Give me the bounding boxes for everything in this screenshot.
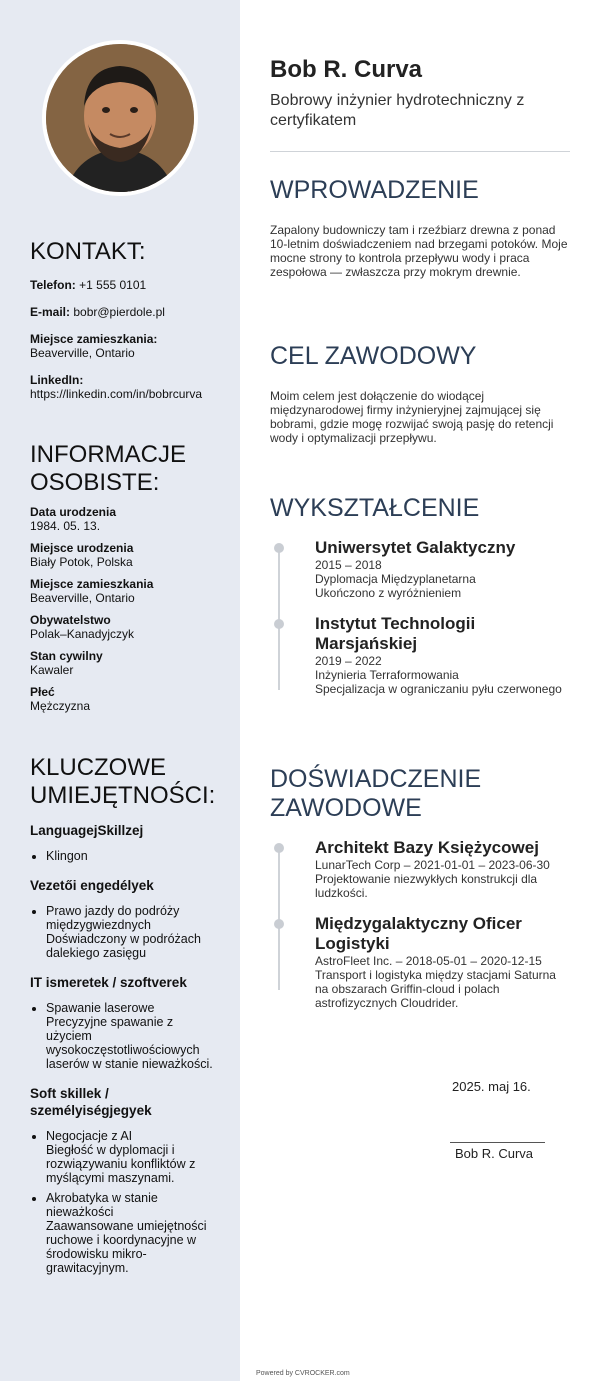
- skill-desc: Zaawansowane umiejętności ruchowe i koordynacyjne w środowisku mikro-grawitacyjnym.: [46, 1219, 207, 1275]
- personal-value: Beaverville, Ontario: [30, 591, 135, 605]
- personal-gender: [30, 685, 235, 713]
- contact-residence-label: Miejsce zamieszkania:: [30, 332, 158, 346]
- contact-residence-value: Beaverville, Ontario: [30, 346, 135, 360]
- experience-role: Międzygalaktyczny Oficer Logistyki: [315, 914, 522, 953]
- personal-birth-date: [30, 505, 235, 533]
- personal-birth-place: [30, 541, 235, 569]
- skill-group-items: [30, 1001, 220, 1071]
- skills-list: [30, 822, 220, 1289]
- education-note: Ukończono z wyróżnieniem: [315, 586, 462, 600]
- goal-text: Moim celem jest dołączenie do wiodącej międzynarodowej firmy inżynieryjnej zajmującej się bobrami, gdzie mogę rozwijać swoją pasję do retencji wody i optymalizacji przepływu.: [270, 389, 554, 445]
- experience-heading: [270, 765, 570, 823]
- contact-residence: [30, 332, 235, 360]
- skills-heading-line2: UMIEJĘTNOŚCI:: [30, 782, 216, 809]
- skill-group-title: IT ismeretek / szoftverek: [30, 975, 187, 990]
- skill-item: [46, 849, 220, 863]
- experience-item: [270, 838, 570, 900]
- education-school: Uniwersytet Galaktyczny: [315, 538, 516, 557]
- goal-heading: CEL ZAWODOWY: [270, 342, 477, 370]
- powered-by[interactable]: Powered by CVROCKER.com: [256, 1370, 350, 1377]
- contact-linkedin-label: LinkedIn:: [30, 373, 84, 387]
- experience-desc: Transport i logistyka między stacjami Saturna na obszarach Griffin-cloud i polach astrofizycznych Cloudrider.: [315, 968, 556, 1010]
- skill-item: [46, 904, 220, 960]
- skill-group-title: LanguagejSkillzej: [30, 823, 144, 838]
- contact-phone-label: Telefon:: [30, 278, 76, 292]
- personal-value: Mężczyzna: [30, 699, 91, 713]
- signature-name: Bob R. Curva: [455, 1146, 534, 1161]
- contact-phone: [30, 278, 235, 292]
- personal-label: Data urodzenia: [30, 505, 117, 519]
- timeline-dot: [274, 543, 284, 553]
- education-school: Instytut Technologii Marsjańskiej: [315, 614, 476, 653]
- education-years: 2015 – 2018: [315, 558, 382, 572]
- education-field: Dyplomacja Międzyplanetarna: [315, 572, 476, 586]
- experience-meta: LunarTech Corp – 2021-01-01 – 2023-06-30: [315, 858, 550, 872]
- contact-linkedin: [30, 373, 235, 401]
- skills-heading: [30, 754, 215, 810]
- personal-value: Biały Potok, Polska: [30, 555, 133, 569]
- skill-group-items: [30, 849, 220, 863]
- personal-label: Stan cywilny: [30, 649, 103, 663]
- skill-name: • Negocjacje z AI: [46, 1129, 133, 1143]
- contact-email-label: E-mail:: [30, 305, 71, 319]
- personal-residence: [30, 577, 235, 605]
- intro-heading: WPROWADZENIE: [270, 176, 479, 204]
- skill-group-title: Vezetői engedélyek: [30, 878, 154, 893]
- personal-citizenship: [30, 613, 235, 641]
- skill-desc: Precyzyjne spawanie z użyciem wysokoczęstotliwościowych laserów w stanie nieważkości.: [46, 1015, 213, 1071]
- timeline-dot: [274, 919, 284, 929]
- skill-desc: Biegłość w dyplomacji i rozwiązywaniu konfliktów z myślącymi maszynami.: [46, 1143, 196, 1185]
- personal-label: Miejsce zamieszkania: [30, 577, 154, 591]
- personal-value: 1984. 05. 13.: [30, 519, 101, 533]
- contact-linkedin-value[interactable]: https://linkedin.com/in/bobrcurva: [30, 387, 203, 401]
- full-name: Bob R. Curva: [270, 56, 423, 83]
- skill-desc: Doświadczony w podróżach dalekiego zasięgu: [46, 932, 201, 960]
- education-field: Inżynieria Terraformowania: [315, 668, 459, 682]
- intro-text: Zapalony budowniczy tam i rzeźbiarz drewna z ponad 10-letnim doświadczeniem nad brzegami potoków. Moje mocne strony to kontrola przepływu wody i praca zespołowa — zwłaszcza przy mokrym drewnie.: [270, 223, 568, 279]
- skill-group-title: Soft skillek / személyiségjegyek: [30, 1086, 152, 1118]
- contact-email: [30, 305, 235, 319]
- personal-label: Obywatelstwo: [30, 613, 111, 627]
- skill-name: • Spawanie laserowe: [46, 1001, 155, 1015]
- experience-desc: Projektowanie niezwykłych konstrukcji dla ludzkości.: [315, 872, 538, 900]
- education-note: Specjalizacja w ograniczaniu pyłu czerwonego: [315, 682, 562, 696]
- education-timeline: [270, 538, 570, 710]
- timeline-dot: [274, 843, 284, 853]
- profile-photo: [42, 40, 198, 196]
- personal-marital-status: [30, 649, 235, 677]
- experience-heading-line2: ZAWODOWE: [270, 794, 422, 822]
- timeline-dot: [274, 619, 284, 629]
- contact-list: [30, 278, 235, 414]
- skill-name: • Akrobatyka w stanie nieważkości: [46, 1191, 158, 1219]
- contact-email-value[interactable]: bobr@pierdole.pl: [73, 305, 165, 319]
- signature-line: [450, 1124, 545, 1143]
- personal-info-list: [30, 505, 235, 721]
- skill-item: [46, 1191, 220, 1275]
- experience-role: Architekt Bazy Księżycowej: [315, 838, 539, 857]
- personal-value: Kawaler: [30, 663, 74, 677]
- skill-group-items: [30, 1129, 220, 1275]
- header-divider: [270, 151, 570, 152]
- contact-heading: KONTAKT:: [30, 238, 146, 265]
- personal-value: Polak–Kanadyjczyk: [30, 627, 135, 641]
- education-heading: WYKSZTAŁCENIE: [270, 494, 480, 522]
- education-item: [270, 614, 570, 696]
- education-item: [270, 538, 570, 600]
- personal-heading-line2: OSOBISTE:: [30, 469, 160, 496]
- skill-group-items: [30, 904, 220, 960]
- experience-heading-line1: DOŚWIADCZENIE: [270, 765, 482, 793]
- skills-heading-line1: KLUCZOWE: [30, 754, 167, 781]
- experience-item: [270, 914, 570, 1010]
- skill-name: • Prawo jazdy do podróży międzygwiezdnych: [46, 904, 180, 932]
- education-years: 2019 – 2022: [315, 654, 382, 668]
- personal-heading: [30, 441, 186, 497]
- skill-item: [46, 1001, 220, 1071]
- personal-heading-line1: INFORMACJE: [30, 441, 186, 468]
- profile-photo-image: [46, 44, 194, 192]
- skill-name: • Klingon: [46, 849, 88, 863]
- experience-meta: AstroFleet Inc. – 2018-05-01 – 2020-12-15: [315, 954, 542, 968]
- contact-phone-value: +1 555 0101: [79, 278, 147, 292]
- skill-item: [46, 1129, 220, 1185]
- personal-label: Miejsce urodzenia: [30, 541, 134, 555]
- experience-timeline: [270, 838, 570, 1024]
- job-title: Bobrowy inżynier hydrotechniczny z certyfikatem: [270, 92, 525, 129]
- personal-label: Płeć: [30, 685, 55, 699]
- signature-date: 2025. maj 16.: [452, 1079, 531, 1094]
